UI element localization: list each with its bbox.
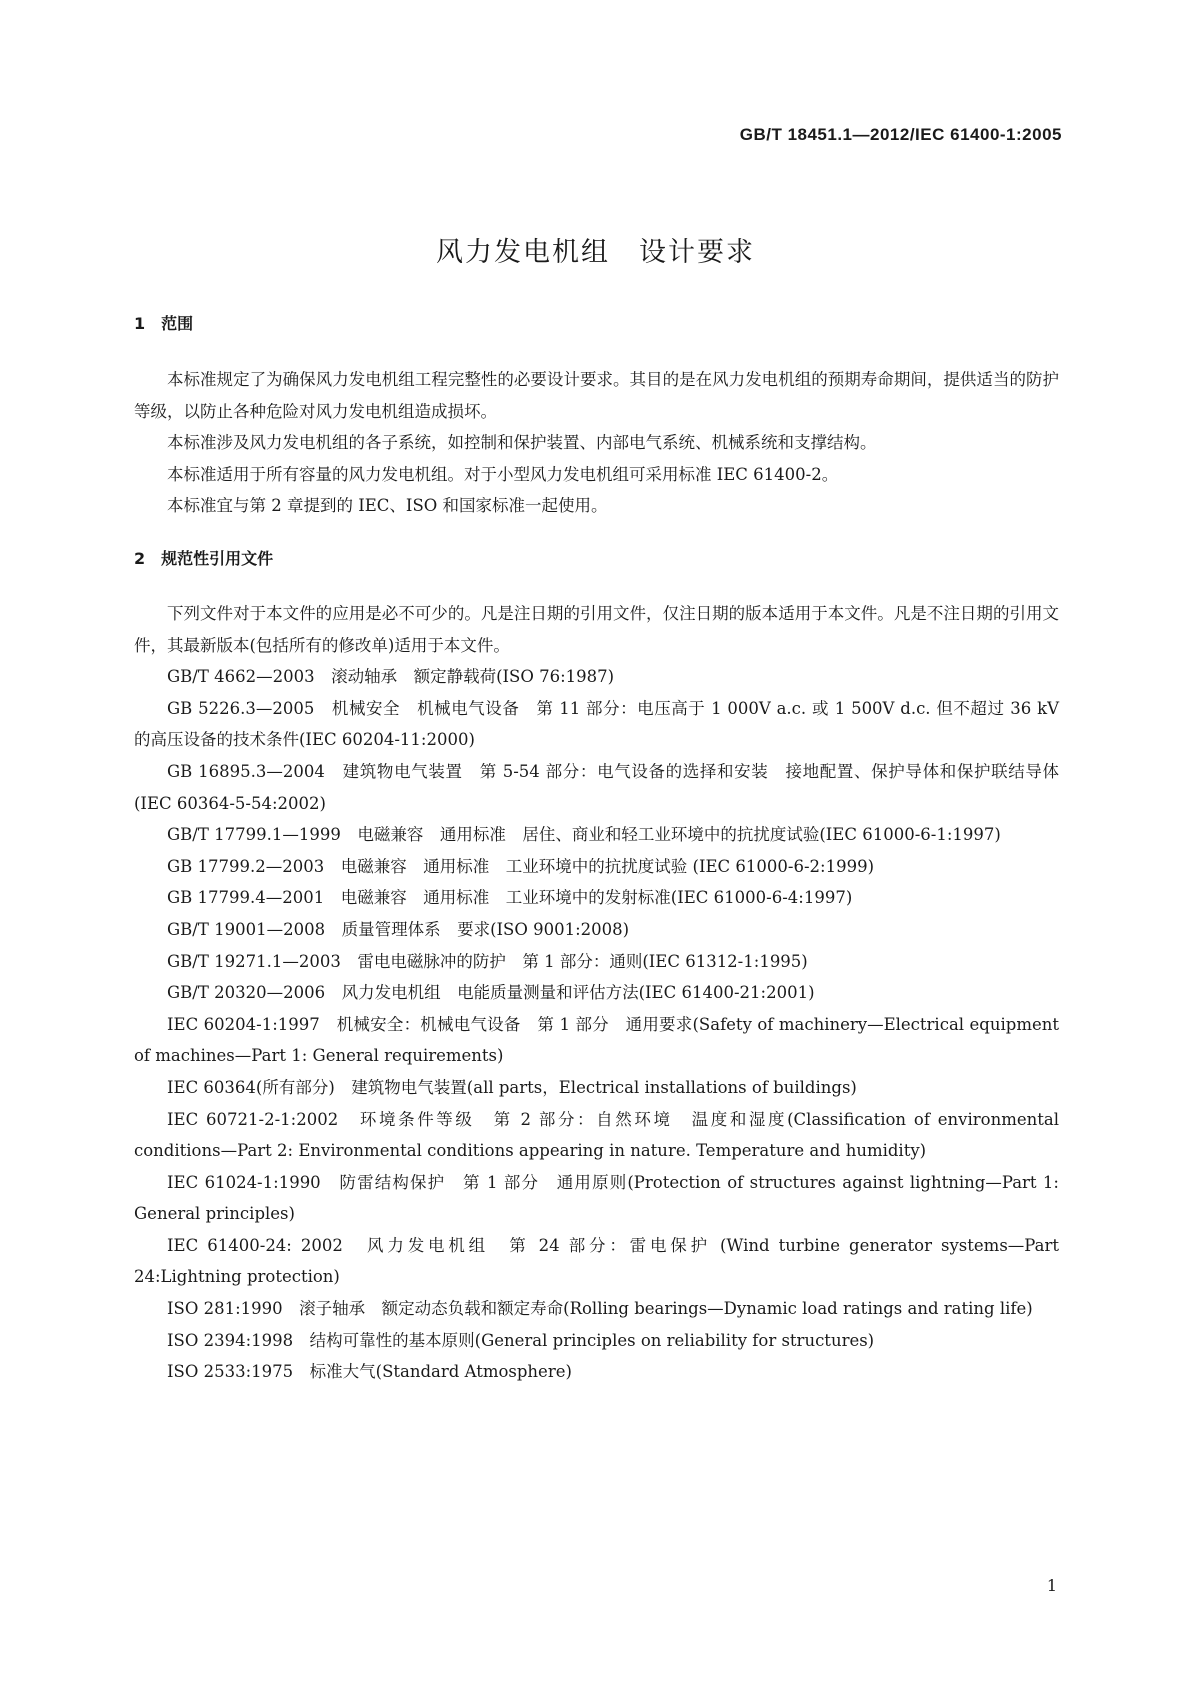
reference-item: GB 16895.3—2004 建筑物电气装置 第 5-54 部分：电气设备的选择和安装 接地配置、保护导体和保护联结导体(IEC 60364-5-54:2002) xyxy=(134,761,1059,813)
scope-paragraph: 本标准涉及风力发电机组的各子系统，如控制和保护装置、内部电气系统、机械系统和支撑结构。 xyxy=(167,433,877,453)
section-heading-normative-references: 2 规范性引用文件 xyxy=(134,549,274,568)
reference-item: GB/T 17799.1—1999 电磁兼容 通用标准 居住、商业和轻工业环境中的抗扰度试验(IEC 61000-6-1:1997) xyxy=(167,825,1001,845)
references-intro: 下列文件对于本文件的应用是必不可少的。凡是注日期的引用文件，仅注日期的版本适用于本文件。凡是不注日期的引用文件，其最新版本(包括所有的修改单)适用于本文件。 xyxy=(134,604,1059,655)
document-code: GB/T 18451.1—2012/IEC 61400-1:2005 xyxy=(739,125,1062,144)
document-title: 风力发电机组 设计要求 xyxy=(436,237,755,268)
reference-item: GB/T 19001—2008 质量管理体系 要求(ISO 9001:2008) xyxy=(167,919,630,939)
reference-item: ISO 2394:1998 结构可靠性的基本原则(General principles on reliability for structures) xyxy=(167,1330,875,1350)
reference-item: IEC 61024-1:1990 防雷结构保护 第 1 部分 通用原则(Protection of structures against lightning—Part 1: General principles) xyxy=(134,1172,1059,1224)
scope-paragraph: 本标准适用于所有容量的风力发电机组。对于小型风力发电机组可采用标准 IEC 61400-2。 xyxy=(167,464,839,484)
reference-item: GB 5226.3—2005 机械安全 机械电气设备 第 11 部分：电压高于 1 000V a.c. 或 1 500V d.c. 但不超过 36 kV 的高压设备的技术条件(IEC 60204-11:2000) xyxy=(134,698,1059,750)
reference-item: IEC 60721-2-1:2002 环境条件等级 第 2 部分：自然环境 温度和湿度(Classification of environmental conditions—Part 2: Environmental conditions appearing in nature. Temperature and humidity) xyxy=(134,1109,1059,1161)
section-scope-body xyxy=(134,364,1059,522)
section-heading-scope: 1 范围 xyxy=(134,314,194,333)
reference-item: ISO 2533:1975 标准大气(Standard Atmosphere) xyxy=(167,1362,572,1382)
section-references-body xyxy=(134,598,1059,1388)
reference-item: GB/T 20320—2006 风力发电机组 电能质量测量和评估方法(IEC 61400-21:2001) xyxy=(167,983,815,1003)
scope-paragraph: 本标准规定了为确保风力发电机组工程完整性的必要设计要求。其目的是在风力发电机组的预期寿命期间，提供适当的防护等级，以防止各种危险对风力发电机组造成损坏。 xyxy=(134,370,1059,421)
reference-item: GB/T 19271.1—2003 雷电电磁脉冲的防护 第 1 部分：通则(IEC 61312-1:1995) xyxy=(167,951,808,971)
page-number: 1 xyxy=(1046,1576,1057,1595)
reference-item: IEC 60204-1:1997 机械安全：机械电气设备 第 1 部分 通用要求(Safety of machinery—Electrical equipment of machines—Part 1: General requirements) xyxy=(134,1014,1059,1066)
reference-item: IEC 60364(所有部分) 建筑物电气装置(all parts，Electrical installations of buildings) xyxy=(167,1077,857,1097)
reference-item: GB 17799.4—2001 电磁兼容 通用标准 工业环境中的发射标准(IEC 61000-6-4:1997) xyxy=(167,888,853,908)
reference-item: IEC 61400-24: 2002 风力发电机组 第 24 部分：雷电保护 (Wind turbine generator systems—Part 24:Lightning protection) xyxy=(134,1235,1059,1287)
reference-item: GB 17799.2—2003 电磁兼容 通用标准 工业环境中的抗扰度试验 (IEC 61000-6-2:1999) xyxy=(167,856,875,876)
reference-item: GB/T 4662—2003 滚动轴承 额定静载荷(ISO 76:1987) xyxy=(167,667,615,687)
scope-paragraph: 本标准宜与第 2 章提到的 IEC、ISO 和国家标准一起使用。 xyxy=(167,496,608,516)
reference-item: ISO 281:1990 滚子轴承 额定动态负载和额定寿命(Rolling bearings—Dynamic load ratings and rating life) xyxy=(167,1299,1033,1319)
